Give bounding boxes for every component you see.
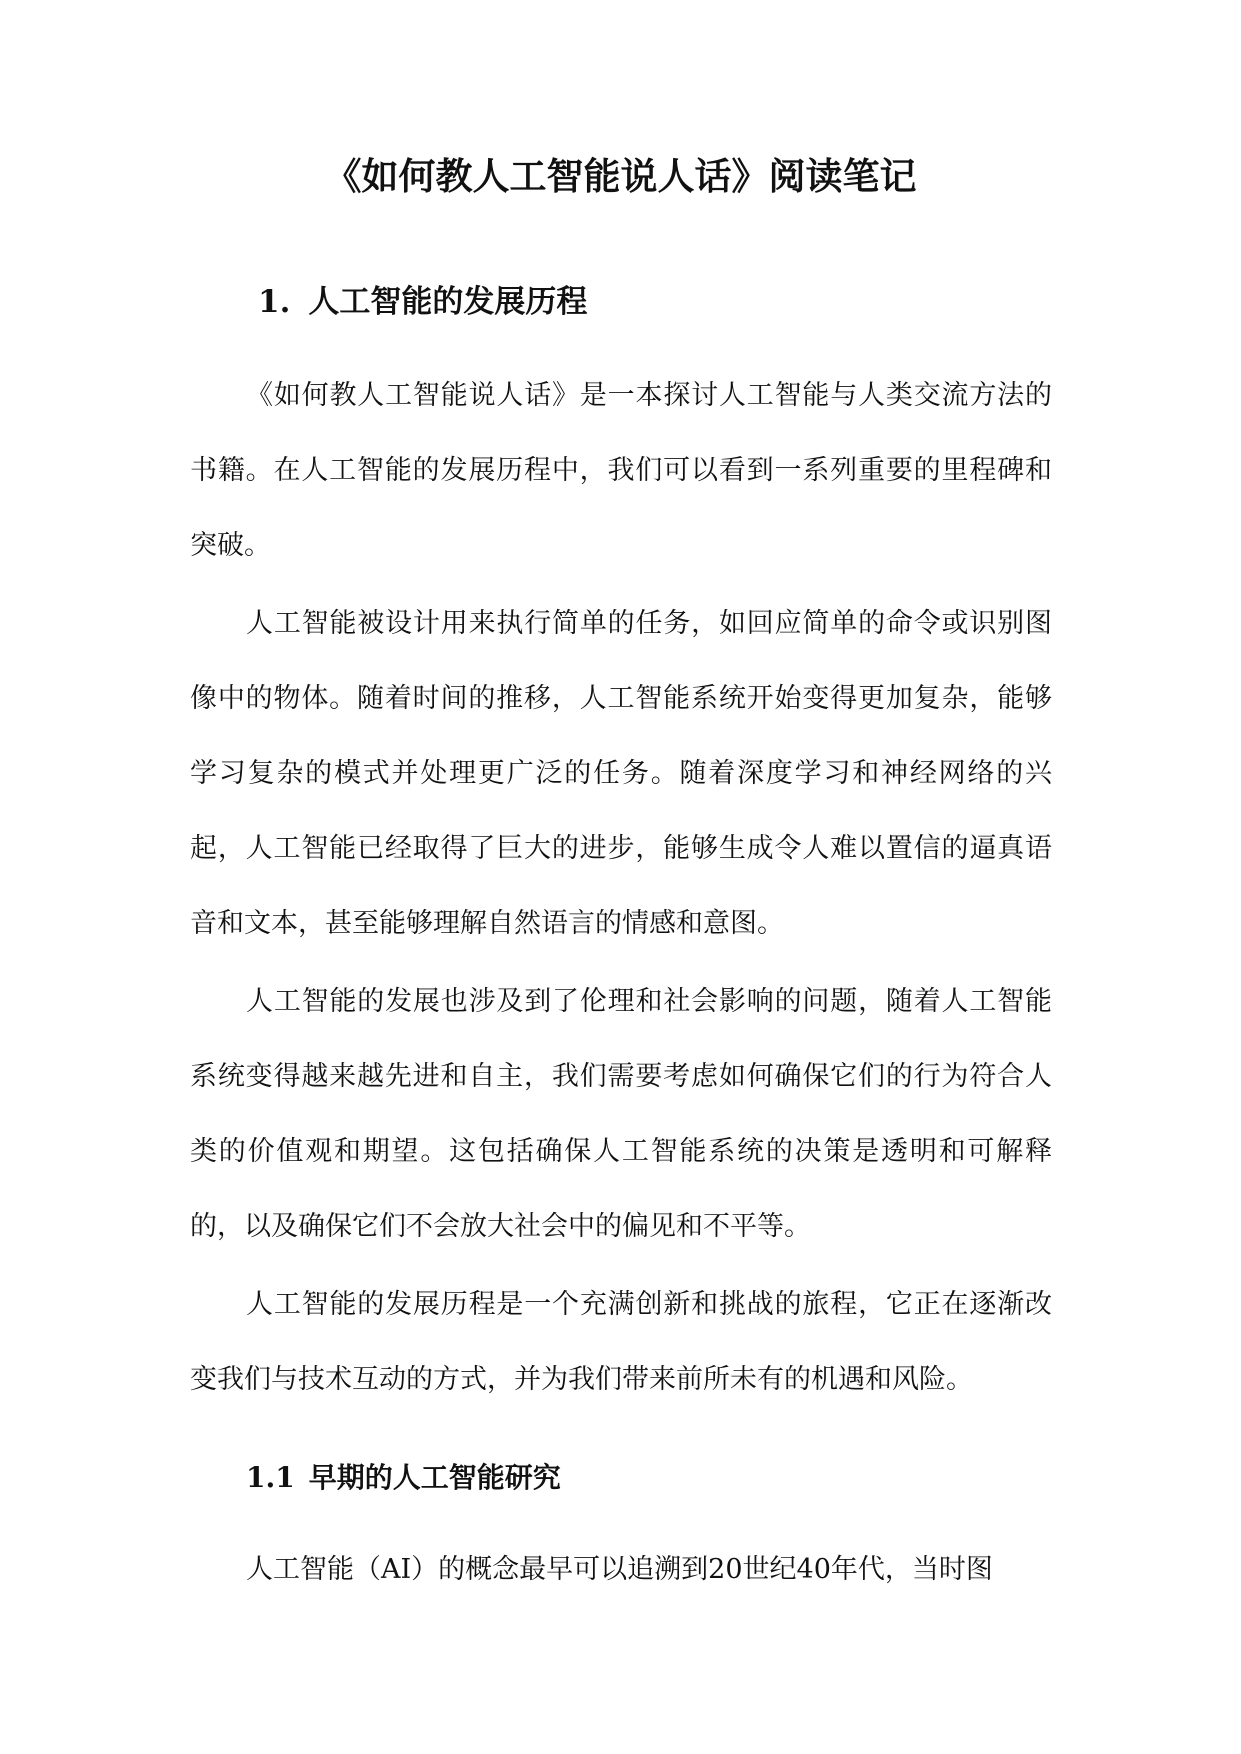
subsection-heading: [246, 1458, 561, 1498]
subsection-title: 早期的人工智能研究: [308, 1461, 561, 1494]
body-paragraph: 人工智能（AI）的概念最早可以追溯到20世纪40年代，当时图: [246, 1554, 993, 1585]
section-number: 1.: [258, 284, 291, 320]
body-paragraph: 人工智能的发展也涉及到了伦理和社会影响的问题，随着人工智能系统变得越来越先进和自主，我们需要考虑如何确保它们的行为符合人类的价值观和期望。这包括确保人工智能系统的决策是透明和可解释的，以及确保它们不会放大社会中的偏见和不平等。: [190, 986, 1052, 1242]
subsection-number: 1.1: [246, 1461, 295, 1494]
body-paragraph: 《如何教人工智能说人话》是一本探讨人工智能与人类交流方法的书籍。在人工智能的发展历程中，我们可以看到一系列重要的里程碑和突破。: [190, 380, 1052, 561]
section-heading: [258, 280, 587, 324]
body-paragraph: 人工智能的发展历程是一个充满创新和挑战的旅程，它正在逐渐改变我们与技术互动的方式，并为我们带来前所未有的机遇和风险。: [190, 1289, 1052, 1395]
section-title: 人工智能的发展历程: [308, 284, 588, 320]
body-paragraph: 人工智能被设计用来执行简单的任务，如回应简单的命令或识别图像中的物体。随着时间的推移，人工智能系统开始变得更加复杂，能够学习复杂的模式并处理更广泛的任务。随着深度学习和神经网络的兴起，人工智能已经取得了巨大的进步，能够生成令人难以置信的逼真语音和文本，甚至能够理解自然语言的情感和意图。: [190, 608, 1052, 939]
document-title: 《如何教人工智能说人话》阅读笔记: [324, 155, 917, 198]
